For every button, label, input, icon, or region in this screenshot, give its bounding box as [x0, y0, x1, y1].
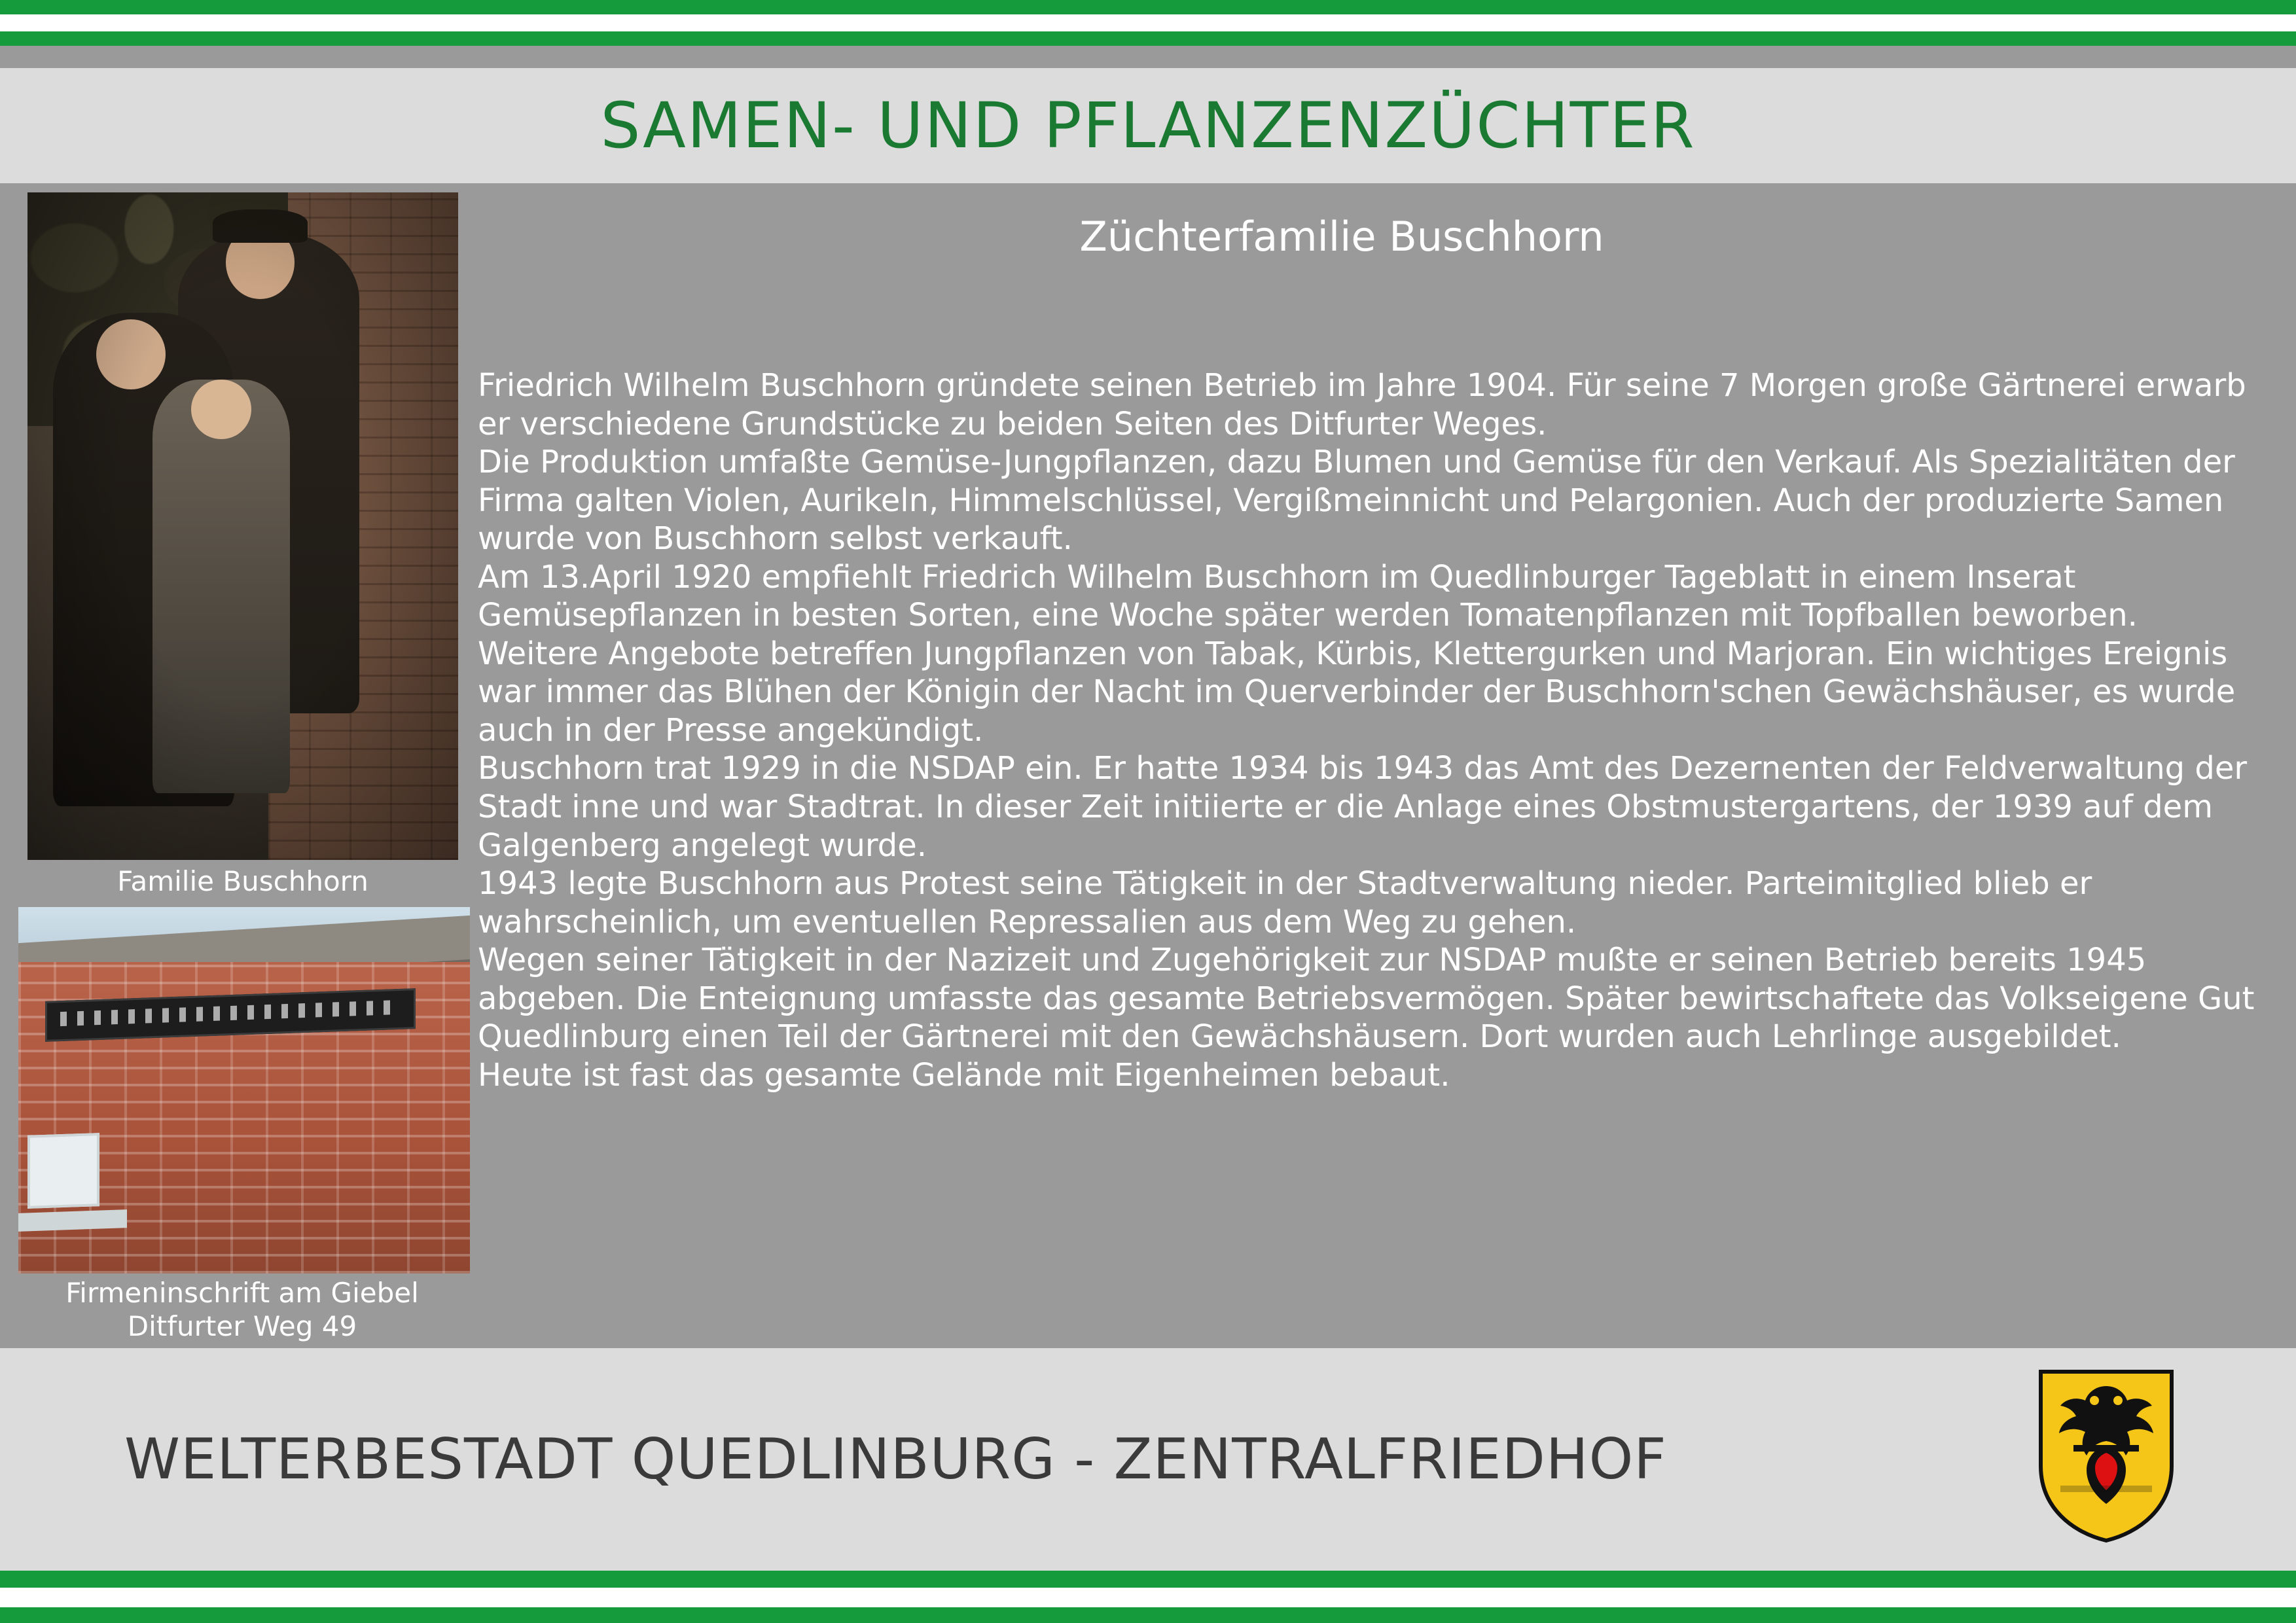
body-paragraph-7: Heute ist fast das gesamte Gelände mit Eigenheimen bebaut.	[478, 1056, 1450, 1094]
body-paragraph-2: Die Produktion umfaßte Gemüse-Jungpflanzen, dazu Blumen und Gemüse für den Verkauf. Als Spezialitäten der Firma galten Violen, Aurikeln, Himmelschlüssel, Vergißmeinnicht und Pelargonien. Auch der produzierte Samen wurde von Buschhorn selbst verkauft.	[478, 444, 2235, 558]
body-text	[478, 366, 2265, 1094]
gable-window	[27, 1133, 99, 1209]
familie-buschhorn-photo	[27, 192, 458, 860]
subtitle: Züchterfamilie Buschhorn	[1079, 213, 1604, 260]
body-paragraph-4: Buschhorn trat 1929 in die NSDAP ein. Er hatte 1934 bis 1943 das Amt des Dezernenten der Feldverwaltung der Stadt inne und war Stadtrat. In dieser Zeit initiierte er die Anlage eines Obstmustergartens, der 1939 auf dem Galgenberg angelegt wurde.	[478, 750, 2248, 864]
window-ledge	[18, 1209, 127, 1232]
body-paragraph-1: Friedrich Wilhelm Buschhorn gründete seinen Betrieb im Jahre 1904. Für seine 7 Morgen große Gärtnerei erwarb er verschiedene Grundstücke zu beiden Seiten des Ditfurter Weges.	[478, 367, 2246, 442]
footer-title: WELTERBESTADT QUEDLINBURG - ZENTRALFRIEDHOF	[124, 1427, 1667, 1492]
firmeninschrift-caption-line2: Ditfurter Weg 49	[127, 1310, 357, 1343]
body-paragraph-3: Am 13.April 1920 empfiehlt Friedrich Wilhelm Buschhorn im Quedlinburger Tageblatt in einem Inserat Gemüsepflanzen in besten Sorten, eine Woche später werden Tomatenpflanzen mit Topfballen beworben. Weitere Angebote betreffen Jungpflanzen von Tabak, Kürbis, Klettergurken und Marjoran. Ein wichtiges Ereignis war immer das Blühen der Königin der Nacht im Querverbinder der Buschhorn'schen Gewächshäuser, es wurde auch in der Presse angekündigt.	[478, 558, 2236, 749]
footer-band	[0, 1348, 2296, 1571]
quedlinburg-coat-of-arms-icon	[2034, 1368, 2178, 1544]
firmeninschrift-caption-line1: Firmeninschrift am Giebel	[65, 1277, 419, 1309]
bottom-green-bar-2	[0, 1607, 2296, 1623]
firmeninschrift-photo	[18, 907, 470, 1274]
page-title: SAMEN- UND PFLANZENZÜCHTER	[600, 89, 1696, 162]
body-paragraph-5: 1943 legte Buschhorn aus Protest seine Tätigkeit in der Stadtverwaltung nieder. Parteimitglied blieb er wahrscheinlich, um eventuellen Repressalien aus dem Weg zu gehen.	[478, 865, 2092, 940]
photo-vignette	[27, 192, 458, 860]
familie-buschhorn-caption: Familie Buschhorn	[117, 865, 368, 897]
top-green-bar-2	[0, 31, 2296, 46]
top-green-bar-1	[0, 0, 2296, 14]
top-white-bar	[0, 14, 2296, 31]
bottom-white-bar	[0, 1588, 2296, 1607]
bottom-green-bar-1	[0, 1571, 2296, 1588]
firmeninschrift-caption	[13, 1276, 471, 1343]
body-paragraph-6: Wegen seiner Tätigkeit in der Nazizeit und Zugehörigkeit zur NSDAP mußte er seinen Betrieb bereits 1945 abgeben. Die Enteignung umfasste das gesamte Betriebsvermögen. Später bewirtschaftete das Volkseigene Gut Quedlinburg einen Teil der Gärtnerei mit den Gewächshäusern. Dort wurden auch Lehrlinge ausgebildet.	[478, 942, 2255, 1056]
title-band	[0, 68, 2296, 183]
